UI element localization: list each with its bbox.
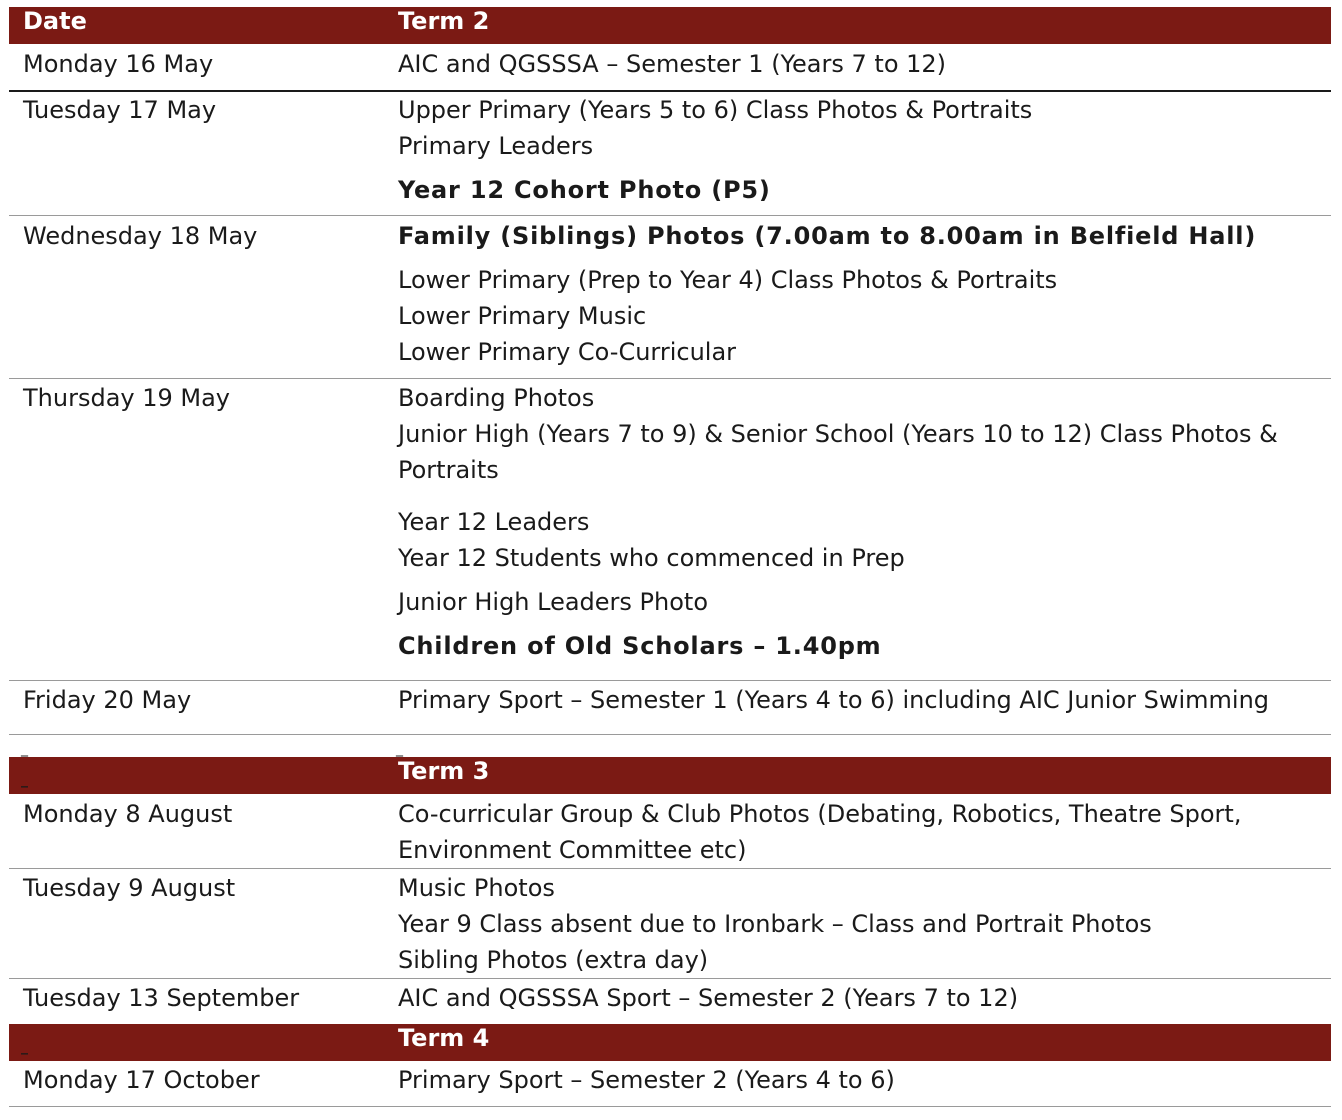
- row-date: Tuesday 13 September: [23, 984, 300, 1012]
- row-date: Friday 20 May: [23, 686, 192, 714]
- row-divider: [9, 978, 1331, 979]
- row-divider: [9, 868, 1331, 869]
- row-date: Tuesday 9 August: [23, 874, 236, 902]
- row-event: Music Photos: [398, 874, 555, 902]
- term-2-header: Term 2: [398, 7, 490, 35]
- row-divider: [9, 1106, 1331, 1107]
- row-event: Upper Primary (Years 5 to 6) Class Photos & Portraits: [398, 96, 1033, 124]
- row-event-highlight: Family (Siblings) Photos (7.00am to 8.00am in Belfield Hall): [398, 222, 1257, 250]
- row-event: AIC and QGSSSA – Semester 1 (Years 7 to 12): [398, 50, 947, 78]
- row-event: Primary Leaders: [398, 132, 594, 160]
- row-event: Lower Primary (Prep to Year 4) Class Photos & Portraits: [398, 266, 1058, 294]
- row-date: Monday 8 August: [23, 800, 233, 828]
- row-event: Year 12 Students who commenced in Prep: [398, 544, 905, 572]
- spacer-mark: _: [21, 741, 28, 757]
- row-event: Year 9 Class absent due to Ironbark – Class and Portrait Photos: [398, 910, 1152, 938]
- row-date: Tuesday 17 May: [23, 96, 217, 124]
- row-divider: [9, 734, 1331, 735]
- table-header: [9, 7, 1331, 44]
- row-event: Primary Sport – Semester 1 (Years 4 to 6) including AIC Junior Swimming: [398, 686, 1270, 714]
- row-date: Wednesday 18 May: [23, 222, 258, 250]
- spacer-mark: _: [396, 741, 403, 757]
- row-event: Junior High Leaders Photo: [398, 588, 709, 616]
- term-3-header: Term 3: [398, 757, 490, 785]
- row-event-highlight: Year 12 Cohort Photo (P5): [398, 176, 771, 204]
- row-divider: [9, 378, 1331, 379]
- row-event: Environment Committee etc): [398, 836, 747, 864]
- row-event: Sibling Photos (extra day): [398, 946, 709, 974]
- row-event: Lower Primary Music: [398, 302, 647, 330]
- row-event: Year 12 Leaders: [398, 508, 590, 536]
- row-event: AIC and QGSSSA Sport – Semester 2 (Years 7 to 12): [398, 984, 1019, 1012]
- term-3-header-bar: [9, 757, 1331, 794]
- spacer-mark: _: [21, 1039, 28, 1055]
- row-event-highlight: Children of Old Scholars – 1.40pm: [398, 632, 882, 660]
- row-event: Co-curricular Group & Club Photos (Debating, Robotics, Theatre Sport,: [398, 800, 1242, 828]
- row-date: Monday 17 October: [23, 1066, 260, 1094]
- row-event: Boarding Photos: [398, 384, 595, 412]
- row-event: Portraits: [398, 456, 499, 484]
- spacer-mark: _: [21, 772, 28, 788]
- term-4-header: Term 4: [398, 1024, 490, 1052]
- row-date: Thursday 19 May: [23, 384, 231, 412]
- term-4-header-bar: [9, 1024, 1331, 1061]
- row-event: Lower Primary Co-Curricular: [398, 338, 737, 366]
- row-event: Primary Sport – Semester 2 (Years 4 to 6): [398, 1066, 895, 1094]
- row-divider: [9, 680, 1331, 681]
- row-event: Junior High (Years 7 to 9) & Senior School (Years 10 to 12) Class Photos &: [398, 420, 1278, 448]
- row-divider: [9, 215, 1331, 216]
- date-column-header: Date: [23, 7, 87, 35]
- row-date: Monday 16 May: [23, 50, 214, 78]
